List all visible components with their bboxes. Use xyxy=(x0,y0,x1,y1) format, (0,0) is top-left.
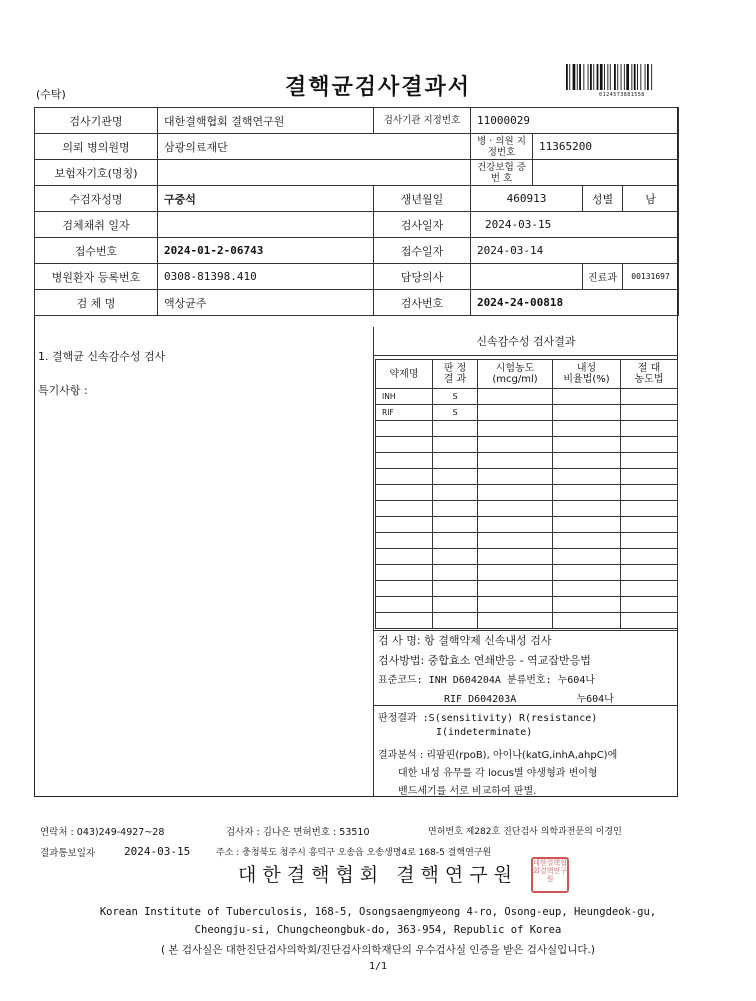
collection-date xyxy=(158,212,374,238)
sex-label: 성별 xyxy=(583,186,623,212)
test-no-label: 검사번호 xyxy=(374,290,471,316)
dst-row xyxy=(376,453,678,469)
dst-result-cell xyxy=(433,485,478,501)
col-resistance-ratio: 내성 비율법(%) xyxy=(553,360,621,389)
dst-row xyxy=(376,581,678,597)
dst-empty-cell xyxy=(478,533,553,549)
receipt-tag: (수탁) xyxy=(36,88,66,101)
dst-empty-cell xyxy=(621,469,678,485)
section-title: 1. 결핵균 신속감수성 검사 xyxy=(38,350,166,363)
dst-drug-cell xyxy=(376,501,433,517)
health-ins-label: 건강보험 증 번 호 xyxy=(471,160,533,186)
organization-name-kr: 대한결핵협회 결핵연구원 xyxy=(238,864,518,886)
insurance-label: 보험자기호(명칭) xyxy=(35,160,158,186)
dst-drug-cell xyxy=(376,549,433,565)
dst-empty-cell xyxy=(478,581,553,597)
dst-result-cell xyxy=(433,421,478,437)
dst-empty-cell xyxy=(621,533,678,549)
clinic-code: 11365200 xyxy=(533,134,679,160)
analysis-line-2: 대한 내성 유무를 각 locus별 야생형과 변이형 xyxy=(398,768,598,779)
hospital-label: 의뢰 병의원명 xyxy=(35,134,158,160)
dst-empty-cell xyxy=(621,597,678,613)
dst-empty-cell xyxy=(621,437,678,453)
doctor-label: 담당의사 xyxy=(374,264,471,290)
dst-empty-cell xyxy=(478,421,553,437)
insurance-value xyxy=(158,160,471,186)
dept-value: 00131697 xyxy=(623,264,679,290)
patient-name-label: 수검자성명 xyxy=(35,186,158,212)
dst-drug-cell xyxy=(376,437,433,453)
org-address-en-2: Cheongju-si, Chungcheongbuk-do, 363-954, Republic of Korea xyxy=(194,924,562,936)
test-number: 2024-24-00818 xyxy=(471,290,679,316)
dst-empty-cell xyxy=(478,501,553,517)
dst-result-cell xyxy=(433,613,478,629)
dst-empty-cell xyxy=(478,549,553,565)
remarks-label: 특기사항 : xyxy=(38,384,88,397)
dst-empty-cell xyxy=(478,485,553,501)
dst-drug-cell xyxy=(376,613,433,629)
method-divider xyxy=(374,705,678,706)
mrn-value: 0308-81398.410 xyxy=(158,264,374,290)
certification-note: ( 본 검사실은 대한진단검사의학회/진단검사의학재단의 우수검사실 인증을 받은 검사실입니다.) xyxy=(160,944,595,956)
dst-result-table xyxy=(375,359,678,629)
dst-row xyxy=(376,437,678,453)
examiner: 검사자 : 김나은 면허번호 : 53510 xyxy=(226,827,370,838)
dst-result-cell xyxy=(433,469,478,485)
dst-empty-cell xyxy=(553,437,621,453)
dst-drug-cell xyxy=(376,581,433,597)
dst-empty-cell xyxy=(621,581,678,597)
dst-empty-cell xyxy=(478,597,553,613)
dst-empty-cell xyxy=(478,517,553,533)
dst-result-cell xyxy=(433,565,478,581)
dst-empty-cell xyxy=(478,613,553,629)
test-date: 2024-03-15 xyxy=(471,212,679,238)
dst-empty-cell xyxy=(621,549,678,565)
official-seal: 대한결핵협회결핵연구원 xyxy=(531,857,569,893)
dst-empty-cell xyxy=(553,453,621,469)
test-method: 검사방법: 중합효소 연쇄반응 - 역교잡반응법 xyxy=(378,654,591,667)
dst-empty-cell xyxy=(621,421,678,437)
dst-drug-cell xyxy=(376,421,433,437)
test-name: 검 사 명: 항 결핵약제 신속내성 검사 xyxy=(378,634,552,647)
dst-empty-cell xyxy=(478,405,553,421)
dob-label: 생년월일 xyxy=(374,186,471,212)
dst-drug-cell: RIF xyxy=(376,405,433,421)
dob-value: 460913 xyxy=(471,186,583,212)
specimen-label: 검 체 명 xyxy=(35,290,158,316)
clinic-code-label: 병 · 의원 지정번호 xyxy=(471,134,533,160)
lab-code-label: 검사기관 지정번호 xyxy=(374,108,471,134)
judgement-legend-2: I(indeterminate) xyxy=(436,727,533,738)
dst-empty-cell xyxy=(478,453,553,469)
doctor-value xyxy=(471,264,583,290)
lab-name: 대한결핵협회 결핵연구원 xyxy=(158,108,374,134)
analysis-line-1: 결과분석 : 리팜핀(rpoB), 아이나(katG,inhA,ahpC)에 xyxy=(378,750,618,761)
report-title: 결핵균검사결과서 xyxy=(284,74,472,100)
dst-row xyxy=(376,597,678,613)
dst-row xyxy=(376,501,678,517)
dst-empty-cell xyxy=(621,453,678,469)
col-drug: 약제명 xyxy=(376,360,433,389)
dst-result-cell xyxy=(433,453,478,469)
dst-result-cell xyxy=(433,549,478,565)
dst-empty-cell xyxy=(553,469,621,485)
dst-row xyxy=(376,485,678,501)
dst-empty-cell xyxy=(553,613,621,629)
specialist: 면허번호 제282호 진단검사 의학과전문의 이경인 xyxy=(428,827,622,837)
dst-drug-cell xyxy=(376,453,433,469)
dst-result-cell xyxy=(433,581,478,597)
dst-row xyxy=(376,533,678,549)
dst-empty-cell xyxy=(553,389,621,405)
dst-empty-cell xyxy=(621,565,678,581)
dst-drug-cell xyxy=(376,517,433,533)
dst-empty-cell xyxy=(553,421,621,437)
dst-drug-cell xyxy=(376,485,433,501)
judgement-legend: 판정결과 :S(sensitivity) R(resistance) xyxy=(378,713,598,724)
accession-label: 접수번호 xyxy=(35,238,158,264)
page-number: 1/1 xyxy=(368,961,388,972)
dst-empty-cell xyxy=(553,597,621,613)
dst-result-cell xyxy=(433,437,478,453)
address-kr: 주소 : 충청북도 청주시 흥덕구 오송읍 오송생명4로 168-5 결핵연구원 xyxy=(216,848,492,858)
patient-name: 구중석 xyxy=(158,186,374,212)
dst-row xyxy=(376,405,678,421)
dst-empty-cell xyxy=(553,405,621,421)
dst-empty-cell xyxy=(478,565,553,581)
dst-drug-cell: INH xyxy=(376,389,433,405)
receipt-date-label: 접수일자 xyxy=(374,238,471,264)
dst-empty-cell xyxy=(478,469,553,485)
standard-code: 표준코드: INH D604204A 분류번호: 누604나 xyxy=(378,675,596,686)
dst-empty-cell xyxy=(478,437,553,453)
dst-empty-cell xyxy=(553,485,621,501)
barcode-number: 0124573881558 xyxy=(599,92,645,98)
col-absolute-conc: 절 대 농도법 xyxy=(621,360,678,389)
dst-row xyxy=(376,421,678,437)
dst-empty-cell xyxy=(621,485,678,501)
dst-row xyxy=(376,613,678,629)
health-ins-value xyxy=(533,160,679,186)
accession-number: 2024-01-2-06743 xyxy=(158,238,374,264)
dst-row xyxy=(376,549,678,565)
receipt-date: 2024-03-14 xyxy=(471,238,679,264)
dst-empty-cell xyxy=(553,517,621,533)
dst-drug-cell xyxy=(376,565,433,581)
dst-empty-cell xyxy=(621,405,678,421)
dst-drug-cell xyxy=(376,469,433,485)
dst-result-cell: S xyxy=(433,405,478,421)
dst-empty-cell xyxy=(553,565,621,581)
patient-info-table xyxy=(34,107,679,316)
dst-empty-cell xyxy=(478,389,553,405)
hospital-name: 삼광의료재단 xyxy=(158,134,471,160)
dst-empty-cell xyxy=(553,581,621,597)
dst-empty-cell xyxy=(553,549,621,565)
barcode xyxy=(566,64,678,90)
dst-empty-cell xyxy=(621,517,678,533)
analysis-line-3: 밴드세기를 서로 비교하여 판별. xyxy=(398,786,537,797)
dst-empty-cell xyxy=(553,501,621,517)
col-test-concentration: 시험농도 (mcg/ml) xyxy=(478,360,553,389)
dst-result-cell xyxy=(433,517,478,533)
org-address-en-1: Korean Institute of Tuberculosis, 168-5, Osongsaengmyeong 4-ro, Osong-eup, Heungdeok-gu, xyxy=(99,906,657,918)
report-date-label: 결과통보일자 xyxy=(40,848,96,859)
sex-value: 남 xyxy=(623,186,679,212)
dst-row xyxy=(376,469,678,485)
lab-name-label: 검사기관명 xyxy=(35,108,158,134)
lab-code: 11000029 xyxy=(471,108,679,134)
dst-row xyxy=(376,565,678,581)
dst-drug-cell xyxy=(376,533,433,549)
dst-empty-cell xyxy=(621,501,678,517)
dst-empty-cell xyxy=(621,389,678,405)
dst-row xyxy=(376,517,678,533)
specimen-value: 액상균주 xyxy=(158,290,374,316)
dst-result-cell xyxy=(433,533,478,549)
contact: 연락처 : 043)249-4927~28 xyxy=(40,827,165,838)
dst-drug-cell xyxy=(376,597,433,613)
test-date-label: 검사일자 xyxy=(374,212,471,238)
dst-empty-cell xyxy=(621,613,678,629)
mrn-label: 병원환자 등록번호 xyxy=(35,264,158,290)
dst-row xyxy=(376,389,678,405)
dept-label: 진료과 xyxy=(583,264,623,290)
dst-result-cell xyxy=(433,597,478,613)
col-judgement: 판 정 결 과 xyxy=(433,360,478,389)
collection-date-label: 검체채취 일자 xyxy=(35,212,158,238)
dst-result-header: 신속감수성 검사결과 xyxy=(374,327,678,356)
dst-result-cell xyxy=(433,501,478,517)
dst-result-cell: S xyxy=(433,389,478,405)
dst-empty-cell xyxy=(553,533,621,549)
standard-code-rif: RIF D604203A 누604나 xyxy=(444,694,614,705)
report-date: 2024-03-15 xyxy=(124,845,191,858)
